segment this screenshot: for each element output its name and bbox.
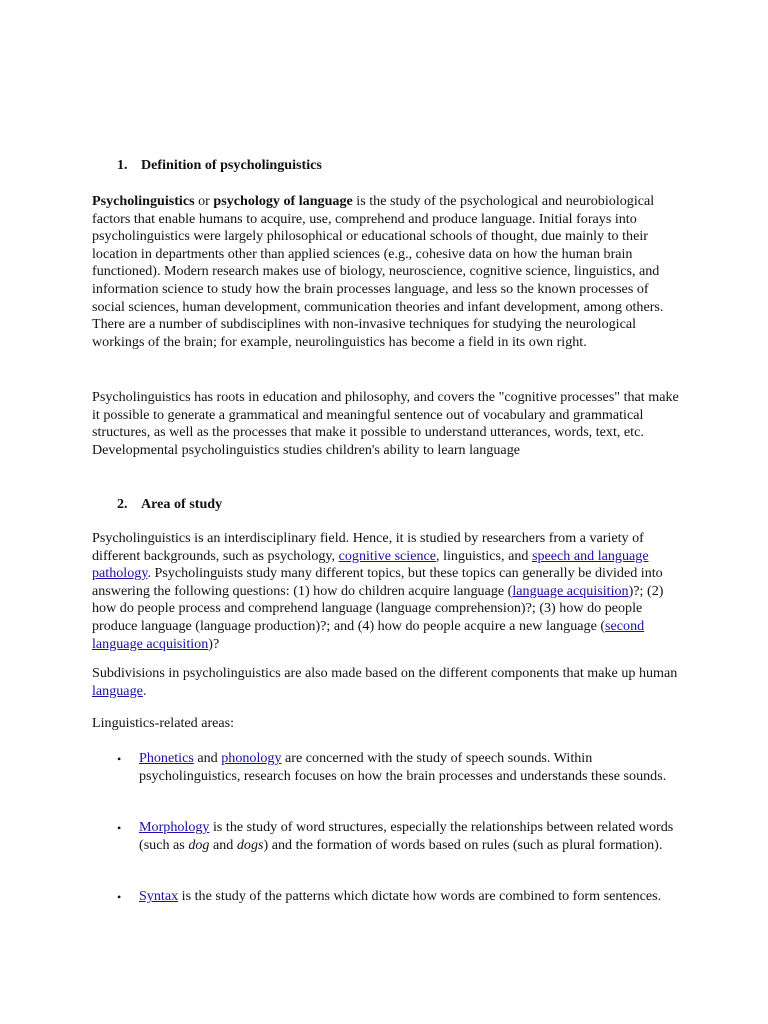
section-heading-definition (117, 157, 707, 175)
text-run: is the study of word structures, especially the relationships between related words (such as (139, 819, 674, 853)
section-number: 1. (117, 157, 128, 173)
link-cognitive-science[interactable]: cognitive science (338, 547, 437, 564)
section-title: Area of study (141, 496, 223, 512)
text-run: . Psycholinguists study many different topics, but these topics can generally be divided into answering the following questions: (1) how do children acquire language ( (92, 565, 663, 599)
text-run: and (209, 836, 237, 853)
linguistics-areas-label: Linguistics-related areas: (92, 715, 235, 731)
text-run: )? (208, 635, 220, 652)
text-run: or (194, 193, 214, 209)
link-phonology[interactable]: phonology (221, 750, 282, 766)
section-number: 2. (117, 496, 128, 512)
example-word-dogs: dogs (236, 836, 264, 853)
text-run: ) and the formation of words based on rules (such as plural formation). (263, 836, 663, 853)
definition-paragraph (92, 193, 682, 351)
interdisciplinary-paragraph (92, 530, 682, 653)
link-language[interactable]: language (92, 682, 143, 699)
text-run: , linguistics, and (436, 547, 532, 564)
bullet-icon: • (117, 821, 122, 835)
link-language-acquisition[interactable]: language acquisition (512, 582, 629, 599)
bullet-item-syntax (139, 888, 683, 906)
text-run: Subdivisions in psycholinguistics are also made based on the different components that make up human (92, 665, 678, 681)
term-psychology-of-language: psychology of language (213, 193, 353, 209)
link-speech-language-pathology[interactable]: speech and language pathology (92, 547, 649, 582)
roots-paragraph: Psycholinguistics has roots in education and philosophy, and covers the "cognitive processes" that make it possible to generate a grammatical and meaningful sentence out of vocabulary and grammatical structures, as well as the processes that make it possible to understand utterances, words, text, etc. Developmental psycholinguistics studies children's ability to learn language (92, 389, 679, 458)
term-psycholinguistics: Psycholinguistics (92, 193, 195, 209)
section-title: Definition of psycholinguistics (141, 157, 322, 173)
text-run: are concerned with the study of speech sounds. Within psycholinguistics, research focuses on how the brain processes and understands these sounds. (139, 750, 667, 784)
link-morphology[interactable]: Morphology (139, 819, 210, 835)
text-run: is the study of the patterns which dictate how words are combined to form sentences. (178, 888, 662, 904)
bullet-item-phonetics (139, 750, 683, 785)
bullet-icon: • (117, 890, 122, 904)
bullet-item-morphology (139, 819, 683, 854)
link-second-language-acquisition[interactable]: second language acquisition (92, 617, 645, 652)
link-syntax[interactable]: Syntax (139, 888, 179, 904)
text-run: Psycholinguistics is an interdisciplinary field. Hence, it is studied by researchers from a variety of different backgrounds, such as psychology, (92, 530, 644, 564)
link-phonetics[interactable]: Phonetics (139, 750, 194, 766)
bullet-icon: • (117, 752, 122, 766)
text-run: )?; (2) how do people process and comprehend language (language comprehension)?; (3) how do people produce language (language production)?; and (4) how do people acquire a new language ( (92, 582, 664, 634)
text-run: and (193, 750, 222, 766)
subdivisions-paragraph (92, 665, 682, 700)
text-run: . (142, 682, 147, 699)
example-word-dog: dog (188, 836, 210, 853)
text-run: is the study of the psychological and neurobiological factors that enable humans to acquire, use, comprehend and produce language. Initial forays into psycholinguistics were largely philosophical or educational schools of thought, due mainly to their location in departments other than applied sciences (e.g., cohesive data on how the human brain functioned). Modern research makes use of biology, neuroscience, cognitive science, linguistics, and information science to study how the brain processes language, and less so the known processes of social sciences, human development, communication theories and infant development, among others. There are a number of subdisciplines with non-invasive techniques for studying the neurological workings of the brain; for example, neurolinguistics has become a field in its own right. (92, 193, 664, 350)
section-heading-area-of-study (117, 496, 707, 514)
